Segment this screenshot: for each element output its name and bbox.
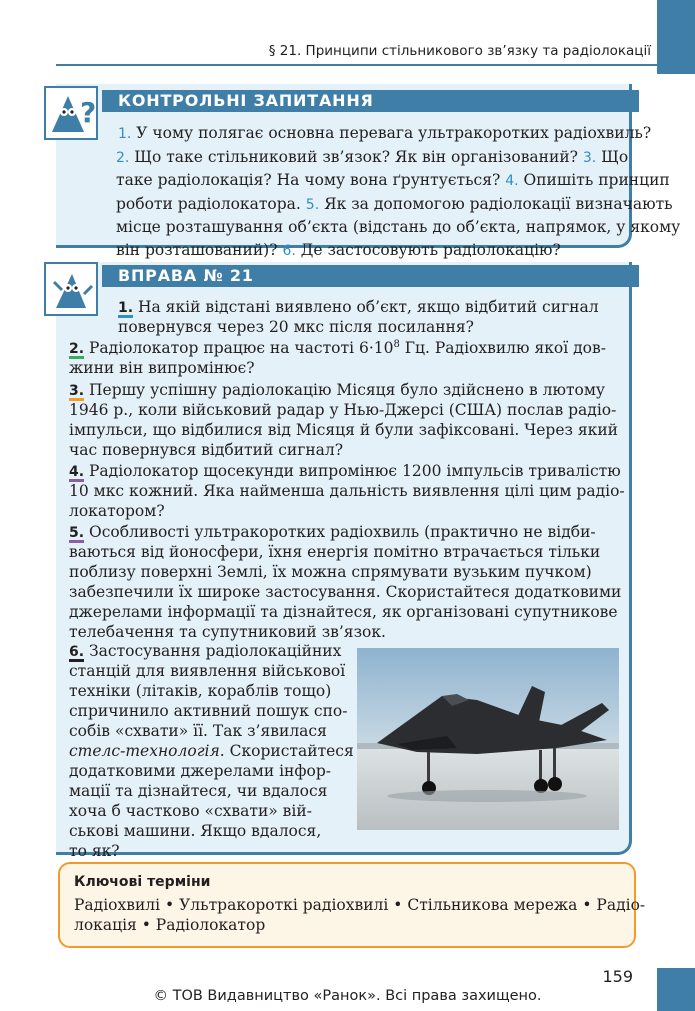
question-line xyxy=(116,146,629,170)
task-3-line-2: 1946 р., коли військовий радар у Нью-Джерсі (США) послав радіо- xyxy=(69,401,617,419)
question-text: Як за допомогою радіолокації визначають xyxy=(319,194,673,213)
task-5-number: 5. xyxy=(69,525,85,541)
question-text: Що таке стільниковий зв’язок? Як він організований? xyxy=(129,147,583,166)
question-number: 4. xyxy=(505,173,519,189)
task-6-line-8: мації та дізнайтеся, чи вдалося xyxy=(69,782,328,800)
question-number: 2. xyxy=(116,149,130,166)
question-mascot-icon xyxy=(44,86,98,140)
question-line xyxy=(116,169,670,193)
question-number: 3. xyxy=(582,149,597,166)
task-4-number: 4. xyxy=(69,464,85,480)
key-terms-line-1: Радіохвилі • Ультракороткі радіохвилі • Стільникова мережа • Радіо- xyxy=(74,896,646,914)
page-number: 159 xyxy=(602,967,633,986)
task-5-line-3: поблизу поверхні Землі, їх можна спрямувати вузьким пучком) xyxy=(69,563,592,581)
stealth-aircraft-photo xyxy=(357,648,619,830)
task-6-line-5: собів «схвати» її. Так з’явилася xyxy=(69,722,327,740)
task-2-line-2: жини він випромінює? xyxy=(69,359,255,377)
task-1-line-1: 1. На якій відстані виявлено об’єкт, якщо відбитий сигнал xyxy=(118,298,599,316)
question-number: 1. xyxy=(118,126,132,142)
question-line xyxy=(116,239,616,263)
task-2-line-1: 2. Радіолокатор працює на частоті $6\cdot 10^8$ Гц. Радіохвилю якої дов- xyxy=(69,339,606,358)
task-4-line-1: 4. Радіолокатор щосекунди випромінює 1200 імпульсів тривалістю xyxy=(69,462,621,480)
question-line xyxy=(116,216,681,239)
exercise-title: ВПРАВА № 21 xyxy=(118,266,254,285)
question-text: Що xyxy=(596,147,629,166)
question-line xyxy=(116,193,673,217)
questions-text xyxy=(116,122,681,262)
task-1-line-2: повернувся через 20 мкс після посилання? xyxy=(118,318,474,336)
running-header: § 21. Принципи стільникового зв’язку та радіолокації xyxy=(268,43,651,59)
task-6-line-6: стелс-технологія. Скористайтеся xyxy=(69,742,354,760)
corner-tab-top xyxy=(657,0,695,74)
task-4-line-3: локатором? xyxy=(69,502,165,520)
task-6-line-7: додатковими джерелами інфор- xyxy=(69,762,332,780)
task-5-line-2: ваються від йоносфери, їхня енергія помітно втрачається тільки xyxy=(69,543,601,561)
task-6-line-11: то як? xyxy=(69,842,120,860)
task-3-number: 3. xyxy=(69,383,85,399)
question-text: місце розташування об’єкта (відстань до об’єкта, напрямок, у якому xyxy=(116,218,681,236)
key-terms-line-2: локація • Радіолокатор xyxy=(74,916,266,934)
header-rule xyxy=(56,64,657,66)
task-6-line-2: станцій для виявлення військової xyxy=(69,662,346,680)
task-1-number: 1. xyxy=(118,300,134,316)
task-3-line-3: імпульси, що відбилися від Місяця й були зафіксовані. Через який xyxy=(69,421,619,439)
exercise-mascot-icon xyxy=(44,262,98,316)
task-6-line-9: хоча б частково «схвати» вій- xyxy=(69,802,312,820)
task-5-line-6: телебачення та супутниковий зв’язок. xyxy=(69,623,386,641)
question-text: він розташований)? xyxy=(116,240,283,259)
task-6-line-3: техніки (літаків, кораблів тощо) xyxy=(69,682,332,700)
svg-text:?: ? xyxy=(80,96,96,129)
task-2-number: 2. xyxy=(69,341,85,358)
task-3-line-1: 3. Першу успішну радіолокацію Місяця було здійснено в лютому xyxy=(69,381,606,399)
task-3-line-4: час повернувся відбитий сигнал? xyxy=(69,441,344,459)
task-5-line-4: забезпечили їх широке застосування. Скористайтеся додатковими xyxy=(69,583,622,601)
question-number: 5. xyxy=(305,196,320,213)
task-6-number: 6. xyxy=(69,644,85,660)
questions-title: КОНТРОЛЬНІ ЗАПИТАННЯ xyxy=(118,91,374,110)
task-4-line-2: 10 мкс кожний. Яка найменша дальність виявлення цілі цим радіо- xyxy=(69,482,625,500)
copyright: © ТОВ Видавництво «Ранок». Всі права захищено. xyxy=(153,988,542,1004)
task-5-line-5: джерелами інформації та дізнайтеся, як організовані супутникове xyxy=(69,603,618,621)
question-text: У чому полягає основна перевага ультракоротких радіохвиль? xyxy=(131,124,652,142)
question-line xyxy=(116,122,652,146)
task-6-line-4: спричинило активний пошук спо- xyxy=(69,702,348,720)
task-5-line-1: 5. Особливості ультракоротких радіохвиль (практично не відби- xyxy=(69,523,596,541)
key-terms-title: Ключові терміни xyxy=(74,874,211,890)
question-text: таке радіолокація? На чому вона ґрунтується? xyxy=(116,171,506,189)
question-text: Де застосовують радіолокацію? xyxy=(295,240,561,259)
task-6-line-10: ськові машини. Якщо вдалося, xyxy=(69,822,322,840)
question-text: роботи радіолокатора. xyxy=(116,194,306,213)
question-text: Опишіть принцип xyxy=(518,171,670,189)
question-number: 6. xyxy=(282,242,296,259)
task-6-line-1: 6. Застосування радіолокаційних xyxy=(69,642,342,660)
